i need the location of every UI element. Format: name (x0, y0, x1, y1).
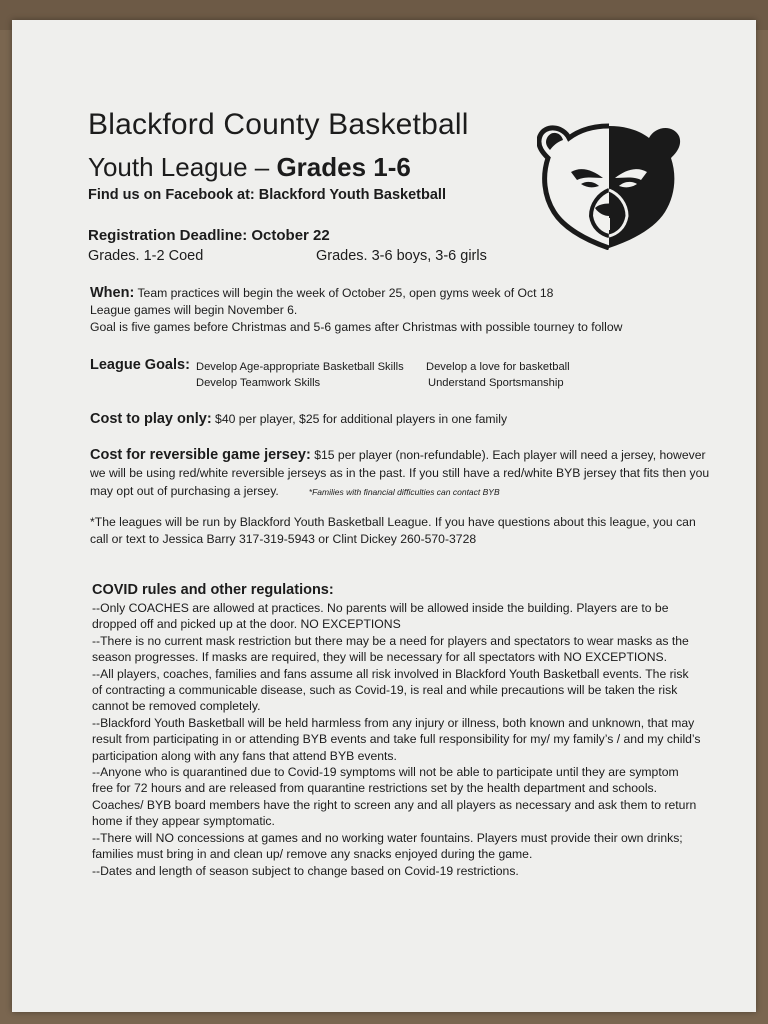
rule-item: --Dates and length of season subject to change based on Covid-19 restrictions. (92, 863, 519, 878)
rule-item: --There will NO concessions at games and no working water fountains. Players must provide their own drinks; families must bring in and clean up/ remove any snacks enjoyed during the game. (92, 830, 683, 862)
when-line: Team practices will begin the week of October 25, open gyms week of Oct 18 (134, 286, 554, 300)
page-subtitle: Youth League – Grades 1-6 (88, 152, 411, 182)
page-title: Blackford County Basketball (88, 108, 469, 141)
covid-rules-list (92, 600, 702, 879)
rule-item: --All players, coaches, families and fans assume all risk involved in Blackford Youth Basketball events. The risk of contracting a communicable disease, such as Covid-19, is real and while precautions will be taken the risk cannot be removed completely. (92, 666, 689, 714)
bear-head-logo-icon (537, 120, 682, 250)
registration-deadline: Registration Deadline: October 22 (88, 227, 330, 244)
covid-heading: COVID rules and other regulations: (92, 582, 334, 598)
league-contact-note: *The leagues will be run by Blackford Youth Basketball League. If you have questions about this league, you can call or text to Jessica Barry 317-319-5943 or Clint Dickey 260-570-3728 (90, 515, 696, 546)
when-line: Goal is five games before Christmas and 5-6 games after Christmas with possible tourney to follow (90, 320, 623, 334)
goal-item: Develop Age-appropriate Basketball Skills (196, 361, 404, 373)
grades-coed: Grades. 1-2 Coed (88, 248, 204, 264)
financial-note: *Families with financial difficulties can contact BYB (308, 487, 500, 497)
goal-item: Understand Sportsmanship (428, 377, 564, 389)
rule-item: --Anyone who is quarantined due to Covid-19 symptoms will not be able to participate until they are symptom free for 72 hours and are released from quarantine restrictions set by the health department and schools. Coaches/ BYB board members have the right to screen any and all players as necessary and ask them to return home if they appear symptomatic. (92, 765, 697, 829)
when-heading: When: (90, 285, 135, 301)
rule-item: --Blackford Youth Basketball will be held harmless from any injury or illness, both known and unknown, that may result from participating in or attending BYB events and take full responsibility for my/ my family’s / and my child’s participation along with any fans that attend BYB events. (92, 715, 701, 763)
league-goals-heading: League Goals: (90, 357, 190, 373)
facebook-line: Find us on Facebook at: Blackford Youth Basketball (88, 187, 446, 203)
when-line: League games will begin November 6. (90, 303, 298, 317)
goal-item: Develop Teamwork Skills (196, 377, 321, 389)
rule-item: --There is no current mask restriction but there may be a need for players and spectators to wear masks as the season progresses. If masks are required, they will be necessary for all spectators with NO EXCEPTIONS. (92, 633, 689, 665)
cost-jersey: Cost for reversible game jersey: $15 per player (non-refundable). Each player will need a jersey, however we will be using red/white reversible jerseys as in the past. If you still have a red/white BYB jersey that fits then you may opt out of purchasing a jersey. *Families with financial difficulties can contact BYB (90, 447, 710, 498)
goal-item: Develop a love for basketball (426, 361, 570, 373)
flyer-page (12, 20, 756, 1012)
cost-to-play: Cost to play only: $40 per player, $25 for additional players in one family (90, 411, 508, 427)
rule-item: --Only COACHES are allowed at practices. No parents will be allowed inside the building. Players are to be dropped off and picked up at the door. NO EXCEPTIONS (92, 601, 669, 632)
grades-boys-girls: Grades. 3-6 boys, 3-6 girls (316, 248, 487, 264)
when-section (90, 285, 730, 336)
